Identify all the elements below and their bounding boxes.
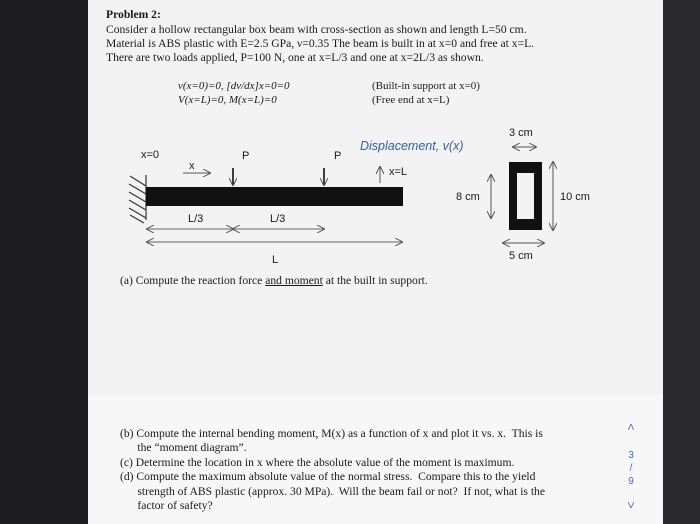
question-b-line-1: (b) Compute the internal bending moment, M(x) as a function of x and plot it vs. x. This is	[120, 427, 543, 440]
current-page: 3	[628, 450, 634, 461]
wall-support-hatch	[129, 175, 146, 223]
intro-line-2: Material is ABS plastic with E=2.5 GPa, ν=0.35 The beam is built in at x=0 and free at x=L.	[106, 37, 535, 50]
question-d-line-2: strength of ABS plastic (approx. 30 MPa). Will the beam fail or not? If not, what is the	[120, 485, 545, 498]
prev-page-icon[interactable]: <	[624, 423, 638, 431]
label-xl: x=L	[389, 166, 408, 178]
dim-bottom-label: 5 cm	[509, 250, 533, 262]
question-a-suffix: at the built in support.	[322, 274, 428, 287]
cross-section-inner	[517, 173, 534, 219]
page-separator: /	[629, 463, 633, 474]
page-indicator	[618, 420, 644, 512]
label-x0: x=0	[141, 149, 160, 161]
question-b-line-2: the “moment diagram”.	[120, 441, 247, 454]
intro-line-3: There are two loads applied, P=100 N, one at x=L/3 and one at x=2L/3 as shown.	[106, 51, 484, 64]
question-a-underlined: and moment	[265, 274, 323, 287]
question-a-prefix: (a) Compute the reaction force	[120, 274, 266, 287]
label-L: L	[272, 254, 279, 266]
label-l3-a: L/3	[188, 213, 204, 225]
label-p2: P	[334, 150, 342, 162]
intro-line-1: Consider a hollow rectangular box beam with cross-section as shown and length L=50 cm.	[106, 23, 527, 36]
dim-top-label: 3 cm	[509, 127, 533, 139]
label-l3-b: L/3	[270, 213, 286, 225]
problem-title: Problem 2:	[106, 8, 161, 21]
boundary-note-2: (Free end at x=L)	[372, 94, 450, 106]
label-x: x	[189, 160, 195, 172]
beam	[146, 187, 403, 206]
next-page-icon[interactable]: >	[624, 501, 638, 509]
total-pages: 9	[628, 476, 634, 487]
question-c: (c) Determine the location in x where the absolute value of the moment is maximum.	[120, 456, 515, 469]
boundary-condition-2: V(x=L)=0, M(x=L)=0	[178, 94, 277, 106]
boundary-note-1: (Built-in support at x=0)	[372, 80, 480, 92]
question-d-line-3: factor of safety?	[120, 499, 213, 512]
label-p1: P	[242, 150, 250, 162]
boundary-condition-1: v(x=0)=0, [dv/dx]x=0=0	[178, 80, 290, 92]
label-displacement: Displacement, v(x)	[360, 139, 464, 153]
dim-right-label: 10 cm	[560, 191, 590, 203]
question-a	[120, 274, 428, 288]
dim-left-label: 8 cm	[456, 191, 480, 203]
question-d-line-1: (d) Compute the maximum absolute value of the normal stress. Compare this to the yield	[120, 470, 536, 483]
